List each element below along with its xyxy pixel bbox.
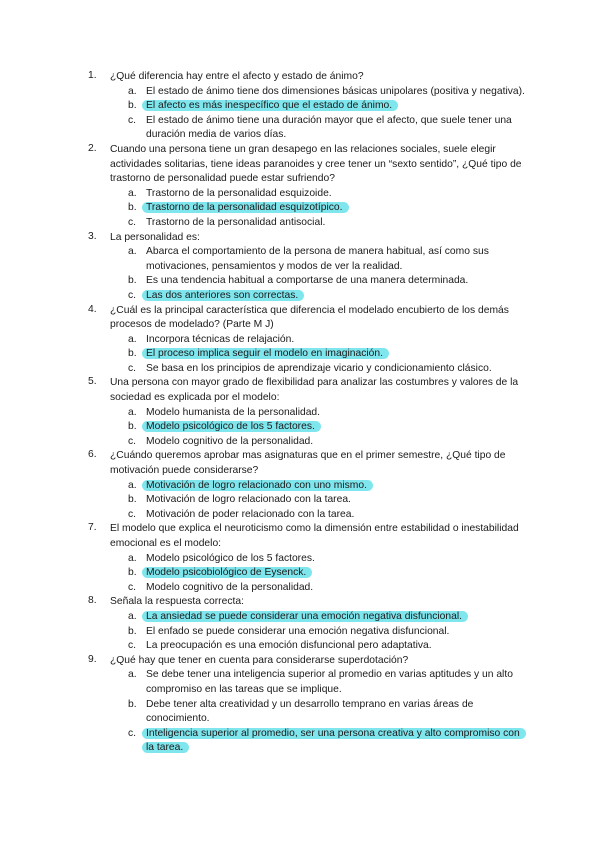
option xyxy=(128,493,528,508)
question-text: ¿Qué diferencia hay entre el afecto y estado de ánimo? xyxy=(110,71,364,82)
option-text: Modelo psicobiológico de Eysenck. xyxy=(142,567,312,578)
option-letter: b. xyxy=(128,567,137,579)
option-letter: a. xyxy=(128,187,137,199)
question-7 xyxy=(88,522,528,595)
option-text: Motivación de poder relacionado con la tarea. xyxy=(146,508,355,520)
option-letter: c. xyxy=(128,362,137,374)
option-text: El estado de ánimo tiene una duración mayor que el afecto, que suele tener una duración media de varios días. xyxy=(146,114,512,141)
option xyxy=(128,85,528,100)
option-text: Se basa en los principios de aprendizaje vicario y condicionamiento clásico. xyxy=(146,362,492,374)
option-text: Incorpora técnicas de relajación. xyxy=(146,333,295,345)
option-letter: b. xyxy=(128,421,137,433)
option-highlighted xyxy=(128,201,528,216)
option-text: Las dos anteriores son correctas. xyxy=(142,290,304,301)
option-letter: a. xyxy=(128,333,137,345)
option xyxy=(128,698,528,727)
question-9 xyxy=(88,653,528,756)
option-letter: b. xyxy=(128,100,137,112)
question-number: 2. xyxy=(88,142,97,154)
option-text: Motivación de logro relacionado con la tarea. xyxy=(146,494,351,506)
option-text: El proceso implica seguir el modelo en imaginación. xyxy=(142,348,389,359)
option xyxy=(128,406,528,421)
option xyxy=(128,668,528,697)
option xyxy=(128,333,528,348)
option-text: Es una tendencia habitual a comportarse de una manera determinada. xyxy=(146,275,469,287)
question-number: 3. xyxy=(88,230,97,242)
option-text: Trastorno de la personalidad antisocial. xyxy=(146,216,326,228)
option-highlighted xyxy=(128,347,528,362)
question-2 xyxy=(88,142,528,231)
option-highlighted xyxy=(128,420,528,435)
option-text: Abarca el comportamiento de la persona de manera habitual, así como sus motivaciones, pensamientos y modos de ver la realidad. xyxy=(146,246,489,272)
option xyxy=(128,187,528,202)
quiz-document xyxy=(0,70,600,756)
question-text: La personalidad es: xyxy=(110,231,200,243)
option-highlighted xyxy=(128,727,528,756)
option-highlighted xyxy=(128,610,528,625)
option-letter: b. xyxy=(128,348,137,360)
option-letter: a. xyxy=(128,552,137,564)
option-letter: c. xyxy=(128,727,137,739)
option xyxy=(128,362,528,377)
question-number: 7. xyxy=(88,522,97,534)
option xyxy=(128,245,528,274)
option-highlighted xyxy=(128,289,528,304)
question-number: 8. xyxy=(88,595,97,607)
question-number: 9. xyxy=(88,653,97,665)
option-text: Modelo humanista de la personalidad. xyxy=(146,406,321,418)
option-text: Motivación de logro relacionado con uno mismo. xyxy=(142,480,373,491)
option-text: Debe tener alta creatividad y un desarrollo temprano en varias áreas de conocimiento. xyxy=(146,698,474,725)
option-text: La preocupación es una emoción disfuncional pero adaptativa. xyxy=(146,640,432,652)
option-letter: a. xyxy=(128,246,137,258)
question-number: 5. xyxy=(88,376,97,388)
option-letter: a. xyxy=(128,669,137,681)
question-6 xyxy=(88,449,528,522)
question-text: El modelo que explica el neuroticismo como la dimensión entre estabilidad o inestabilidad emocional es el modelo: xyxy=(110,523,519,549)
option-text: Modelo psicológico de los 5 factores. xyxy=(146,552,315,564)
question-text: ¿Cuál es la principal característica que diferencia el modelado encubierto de los demás procesos de modelado? (Parte M J) xyxy=(110,304,509,331)
option-letter: b. xyxy=(128,275,137,287)
option xyxy=(128,581,528,596)
option xyxy=(128,625,528,640)
option-letter: c. xyxy=(128,640,137,652)
question-text: Cuando una persona tiene un gran desapego en las relaciones sociales, suele elegir actividades solitarias, tiene ideas paranoides y cree tener un “sexto sentido”, ¿Qué tipo de trastorno de personalidad puede estar sufriendo? xyxy=(110,143,522,185)
question-8 xyxy=(88,595,528,653)
option-letter: b. xyxy=(128,625,137,637)
question-5 xyxy=(88,376,528,449)
question-number: 6. xyxy=(88,449,97,461)
option xyxy=(128,508,528,523)
option-text: Modelo psicológico de los 5 factores. xyxy=(142,421,321,432)
option xyxy=(128,216,528,231)
option-text: Trastorno de la personalidad esquizotípico. xyxy=(142,202,349,213)
option-highlighted xyxy=(128,99,528,114)
option-letter: c. xyxy=(128,508,137,520)
option xyxy=(128,639,528,654)
option-highlighted xyxy=(128,479,528,494)
question-text: Señala la respuesta correcta: xyxy=(110,596,244,608)
option-text: La ansiedad se puede considerar una emoción negativa disfuncional. xyxy=(142,611,468,622)
option-letter: b. xyxy=(128,494,137,506)
option-letter: c. xyxy=(128,114,137,126)
question-number: 1. xyxy=(88,70,97,81)
question-number: 4. xyxy=(88,303,97,315)
option-letter: b. xyxy=(128,698,137,710)
question-text: Una persona con mayor grado de flexibilidad para analizar las costumbres y valores de la sociedad es explicada por el modelo: xyxy=(110,377,519,404)
option-text: Modelo cognitivo de la personalidad. xyxy=(146,581,314,593)
option-letter: b. xyxy=(128,202,137,214)
option-letter: a. xyxy=(128,479,137,491)
option-letter: c. xyxy=(128,289,137,301)
question-text: ¿Cuándo queremos aprobar mas asignaturas que en el primer semestre, ¿Qué tipo de motivación puede considerarse? xyxy=(110,450,506,477)
option xyxy=(128,435,528,450)
option-text: Se debe tener una inteligencia superior al promedio en varias aptitudes y un alto compromiso en las tareas que se implique. xyxy=(146,669,513,695)
option-text: El afecto es más inespecífico que el estado de ánimo. xyxy=(142,100,398,111)
option-letter: c. xyxy=(128,216,137,228)
option-text: Inteligencia superior al promedio, ser una persona creativa y alto compromiso con la tarea. xyxy=(142,728,526,754)
question-3 xyxy=(88,230,528,304)
option-letter: a. xyxy=(128,610,137,622)
question-4 xyxy=(88,303,528,377)
option xyxy=(128,552,528,567)
option xyxy=(128,274,528,289)
question-1 xyxy=(88,70,528,143)
option-highlighted xyxy=(128,566,528,581)
option xyxy=(128,114,528,143)
option-letter: a. xyxy=(128,85,137,97)
option-text: El estado de ánimo tiene dos dimensiones básicas unipolares (positiva y negativa). xyxy=(146,85,525,97)
question-text: ¿Qué hay que tener en cuenta para considerarse superdotación? xyxy=(110,654,409,666)
option-letter: c. xyxy=(128,581,137,593)
option-text: Trastorno de la personalidad esquizoide. xyxy=(146,187,332,199)
option-text: El enfado se puede considerar una emoción negativa disfuncional. xyxy=(146,625,450,637)
option-text: Modelo cognitivo de la personalidad. xyxy=(146,435,314,447)
option-letter: a. xyxy=(128,406,137,418)
option-letter: c. xyxy=(128,435,137,447)
